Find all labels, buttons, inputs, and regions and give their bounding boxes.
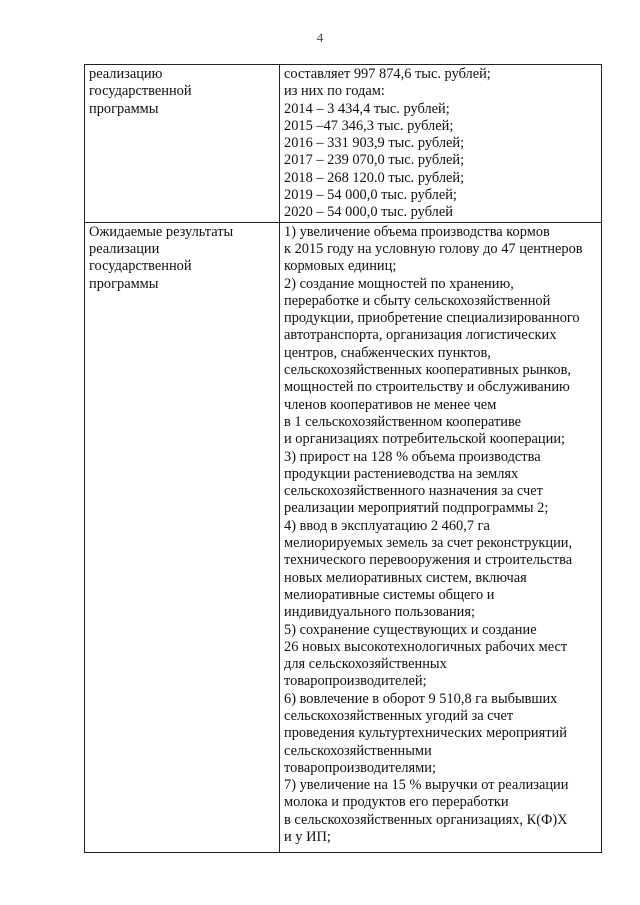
row-value-cell	[280, 222, 602, 852]
value-line: автотранспорта, организация логистических	[284, 327, 557, 344]
label-line: реализацию	[89, 66, 163, 82]
value-line: 2015 –47 346,3 тыс. рублей;	[284, 117, 454, 134]
page-number: 4	[316, 30, 324, 45]
value-line: молока и продуктов его переработки	[284, 794, 509, 811]
row-value-cell	[280, 65, 602, 223]
table-row	[85, 65, 602, 223]
value-line: в 1 сельскохозяйственном кооперативе	[284, 413, 522, 430]
program-passport-table	[84, 64, 602, 853]
value-line: продукции растениеводства на землях	[284, 465, 519, 482]
value-line: новых мелиоративных систем, включая	[284, 569, 527, 586]
value-line: кормовых единиц;	[284, 258, 397, 275]
value-line: 3) прирост на 128 % объема производства	[284, 448, 541, 465]
value-line: в сельскохозяйственных организациях, К(Ф)Х	[284, 811, 568, 828]
value-line: членов кооперативов не менее чем	[284, 396, 497, 413]
row-label	[89, 224, 275, 293]
value-line: сельскохозяйственных кооперативных рынков,	[284, 362, 571, 379]
value-line: 4) ввод в эксплуатацию 2 460,7 га	[284, 517, 490, 534]
value-line: сельскохозяйственных угодий за счет	[284, 707, 514, 724]
value-line: сельскохозяйственного назначения за счет	[284, 483, 543, 500]
value-line: центров, снабженческих пунктов,	[284, 344, 491, 361]
value-line: реализации мероприятий подпрограммы 2;	[284, 500, 549, 517]
value-line: мощностей по строительству и обслуживанию	[284, 379, 570, 396]
label-line: государственной	[89, 83, 192, 100]
value-line: 7) увеличение на 15 % выручки от реализации	[284, 777, 569, 794]
value-line: 1) увеличение объема производства кормов	[284, 223, 550, 240]
label-line: программы	[89, 275, 159, 292]
label-line: государственной	[89, 258, 192, 275]
value-line: и организациях потребительской кооперации;	[284, 431, 566, 448]
value-line: 2014 – 3 434,4 тыс. рублей;	[284, 100, 450, 117]
value-line: технического перевооружения и строительства	[284, 552, 573, 569]
value-line: 26 новых высокотехнологичных рабочих мест	[284, 638, 568, 655]
row-label-cell	[85, 65, 280, 223]
value-line: 2016 – 331 903,9 тыс. рублей;	[284, 135, 465, 152]
value-line: 6) вовлечение в оборот 9 510,8 га выбывших	[284, 690, 558, 707]
table-row	[85, 222, 602, 852]
value-line: составляет 997 874,6 тыс. рублей;	[284, 66, 491, 82]
label-line: программы	[89, 100, 159, 117]
value-line: мелиорируемых земель за счет реконструкции,	[284, 535, 573, 552]
value-line: 2019 – 54 000,0 тыс. рублей;	[284, 187, 457, 204]
value-line: 2017 – 239 070,0 тыс. рублей;	[284, 152, 465, 169]
value-line: 5) сохранение существующих и создание	[284, 621, 537, 638]
value-line: 2018 – 268 120.0 тыс. рублей;	[284, 169, 465, 186]
row-label-cell	[85, 222, 280, 852]
value-line: продукции, приобретение специализированного	[284, 310, 580, 327]
value-line: 2020 – 54 000,0 тыс. рублей	[284, 204, 453, 221]
value-line: товаропроизводителями;	[284, 759, 436, 776]
value-line: сельскохозяйственными	[284, 742, 432, 759]
value-line: переработке и сбыту сельскохозяйственной	[284, 292, 551, 309]
row-value	[284, 224, 597, 847]
row-value	[284, 66, 597, 222]
value-line: индивидуального пользования;	[284, 604, 475, 621]
value-line: из них по годам:	[284, 83, 385, 100]
value-line: к 2015 году на условную голову до 47 центнеров	[284, 240, 583, 257]
value-line: 2) создание мощностей по хранению,	[284, 275, 514, 292]
label-line: реализации	[89, 240, 160, 257]
value-line: товаропроизводителей;	[284, 673, 427, 690]
value-line: и у ИП;	[284, 829, 331, 846]
value-line: для сельскохозяйственных	[284, 656, 447, 673]
label-line: Ожидаемые результаты	[89, 223, 234, 240]
value-line: мелиоративные системы общего и	[284, 586, 495, 603]
row-label	[89, 66, 275, 118]
value-line: проведения культуртехнических мероприятий	[284, 725, 567, 742]
